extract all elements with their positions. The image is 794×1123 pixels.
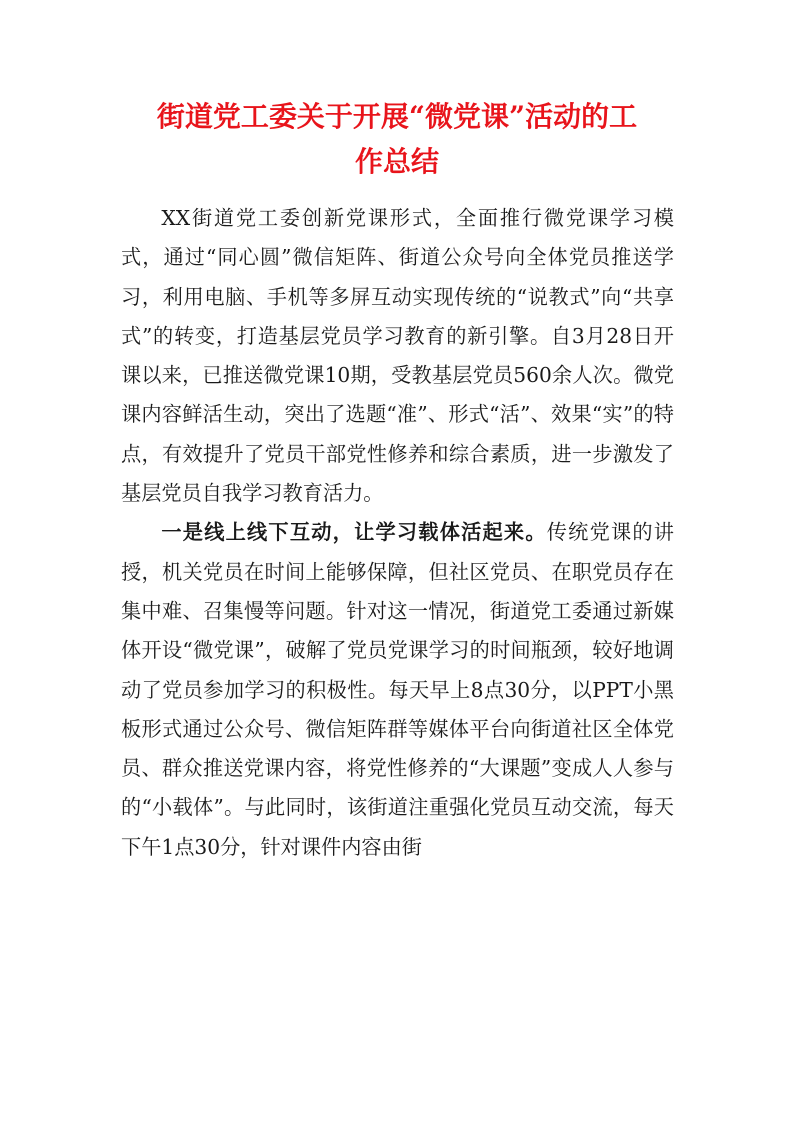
title-line-1: 街道党工委关于开展“微党课”活动的工 [156, 100, 638, 133]
section-1-body: 传统党课的讲授，机关党员在时间上能够保障，但社区党员、在职党员存在集中难、召集慢等问题。针对这一情况，街道党工委通过新媒体开设“微党课”，破解了党员党课学习的时间瓶颈，较好地调动了党员参加学习的积极性。每天早上8点30分，以PPT小黑板形式通过公众号、微信矩阵群等媒体平台向街道社区全体党员、群众推送党课内容，将党性修养的“大课题”变成人人参与的“小载体”。与此同时，该街道注重强化党员互动交流，每天下午1点30分，针对课件内容由街 [121, 520, 674, 859]
section-1-heading: 一是线上线下互动，让学习载体活起来。 [161, 520, 547, 545]
paragraph-intro: XX街道党工委创新党课形式，全面推行微党课学习模式，通过“同心圆”微信矩阵、街道公众号向全体党员推送学习，利用电脑、手机等多屏互动实现传统的“说教式”向“共享式”的转变，打造基层党员学习教育的新引擎。自3月28日开课以来，已推送微党课10期，受教基层党员560余人次。微党课内容鲜活生动，突出了选题“准”、形式“活”、效果“实”的特点，有效提升了党员干部党性修养和综合素质，进一步激发了基层党员自我学习教育活力。 [121, 206, 674, 506]
document-title [120, 94, 674, 184]
document-body [121, 199, 674, 867]
paragraph-section-1 [121, 513, 674, 867]
title-line-2: 作总结 [354, 145, 439, 178]
